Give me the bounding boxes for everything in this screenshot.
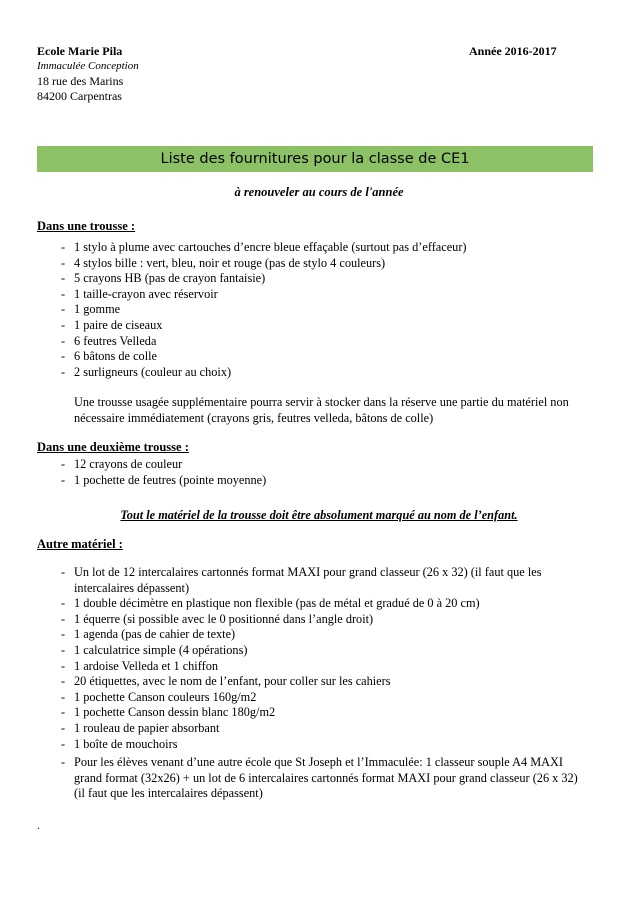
school-subtitle: Immaculée Conception bbox=[37, 60, 139, 72]
list-item: - 1 pochette Canson dessin blanc 180g/m2 bbox=[61, 705, 581, 721]
list-item: - 4 stylos bille : vert, bleu, noir et rouge (pas de stylo 4 couleurs) bbox=[61, 256, 581, 272]
school-name: Ecole Marie Pila bbox=[37, 44, 123, 58]
list-item: - 1 pochette de feutres (pointe moyenne) bbox=[61, 473, 581, 489]
list-trousse bbox=[61, 240, 581, 380]
page-subtitle: à renouveler au cours de l'année bbox=[234, 185, 404, 199]
list-extra bbox=[61, 755, 581, 802]
address-line-1: 18 rue des Marins bbox=[37, 74, 124, 88]
list-item: - 5 crayons HB (pas de crayon fantaisie) bbox=[61, 271, 581, 287]
list-item: - 1 pochette Canson couleurs 160g/m2 bbox=[61, 690, 581, 706]
list-item: - 20 étiquettes, avec le nom de l’enfant, pour coller sur les cahiers bbox=[61, 674, 581, 690]
list-item: - 12 crayons de couleur bbox=[61, 457, 581, 473]
list-item-extra: - Pour les élèves venant d’une autre école que St Joseph et l’Immaculée: 1 classeur souple A4 MAXI grand format (32x26) + un lot de 6 intercalaires cartonnés format MAXI pour grand classeur (26 x 32) (il faut que les intercalaires dépassent) bbox=[61, 755, 581, 802]
list-item: - 1 ardoise Velleda et 1 chiffon bbox=[61, 659, 581, 675]
list-deuxieme-trousse bbox=[61, 457, 581, 488]
title-banner bbox=[37, 146, 593, 172]
note-paragraph: Une trousse usagée supplémentaire pourra servir à stocker dans la réserve une partie du matériel non nécessaire immédiatement (crayons gris, feutres velleda, bâtons de colle) bbox=[74, 395, 569, 425]
list-item: - 1 boîte de mouchoirs bbox=[61, 737, 581, 753]
footer-mark: . bbox=[37, 818, 40, 832]
address-line-2: 84200 Carpentras bbox=[37, 89, 122, 103]
section-heading-autre-materiel: Autre matériel : bbox=[37, 537, 123, 551]
list-item: - 1 gomme bbox=[61, 302, 581, 318]
section-heading-trousse: Dans une trousse : bbox=[37, 219, 136, 233]
emphasis-note: Tout le matériel de la trousse doit être absolument marqué au nom de l’enfant. bbox=[120, 508, 518, 522]
list-item: - 1 double décimètre en plastique non flexible (pas de métal et gradué de 0 à 20 cm) bbox=[61, 596, 581, 612]
list-item: - Un lot de 12 intercalaires cartonnés format MAXI pour grand classeur (26 x 32) (il faut que les intercalaires dépassent) bbox=[61, 565, 581, 596]
list-item: - 1 rouleau de papier absorbant bbox=[61, 721, 581, 737]
list-item: - 1 agenda (pas de cahier de texte) bbox=[61, 627, 581, 643]
list-autre-materiel bbox=[61, 565, 581, 752]
school-year: Année 2016-2017 bbox=[469, 44, 557, 58]
list-item: - 1 équerre (si possible avec le 0 positionné dans l’angle droit) bbox=[61, 612, 581, 628]
section-heading-deuxieme-trousse: Dans une deuxième trousse : bbox=[37, 440, 189, 454]
list-item: - 1 paire de ciseaux bbox=[61, 318, 581, 334]
page-title: Liste des fournitures pour la classe de CE1 bbox=[160, 151, 470, 167]
list-item: - 1 taille-crayon avec réservoir bbox=[61, 287, 581, 303]
list-item: - 6 feutres Velleda bbox=[61, 334, 581, 350]
list-item: - 1 calculatrice simple (4 opérations) bbox=[61, 643, 581, 659]
list-item: - 2 surligneurs (couleur au choix) bbox=[61, 365, 581, 381]
list-item: - 1 stylo à plume avec cartouches d’encre bleue effaçable (surtout pas d’effaceur) bbox=[61, 240, 581, 256]
school-block bbox=[37, 44, 139, 104]
list-item: - 6 bâtons de colle bbox=[61, 349, 581, 365]
